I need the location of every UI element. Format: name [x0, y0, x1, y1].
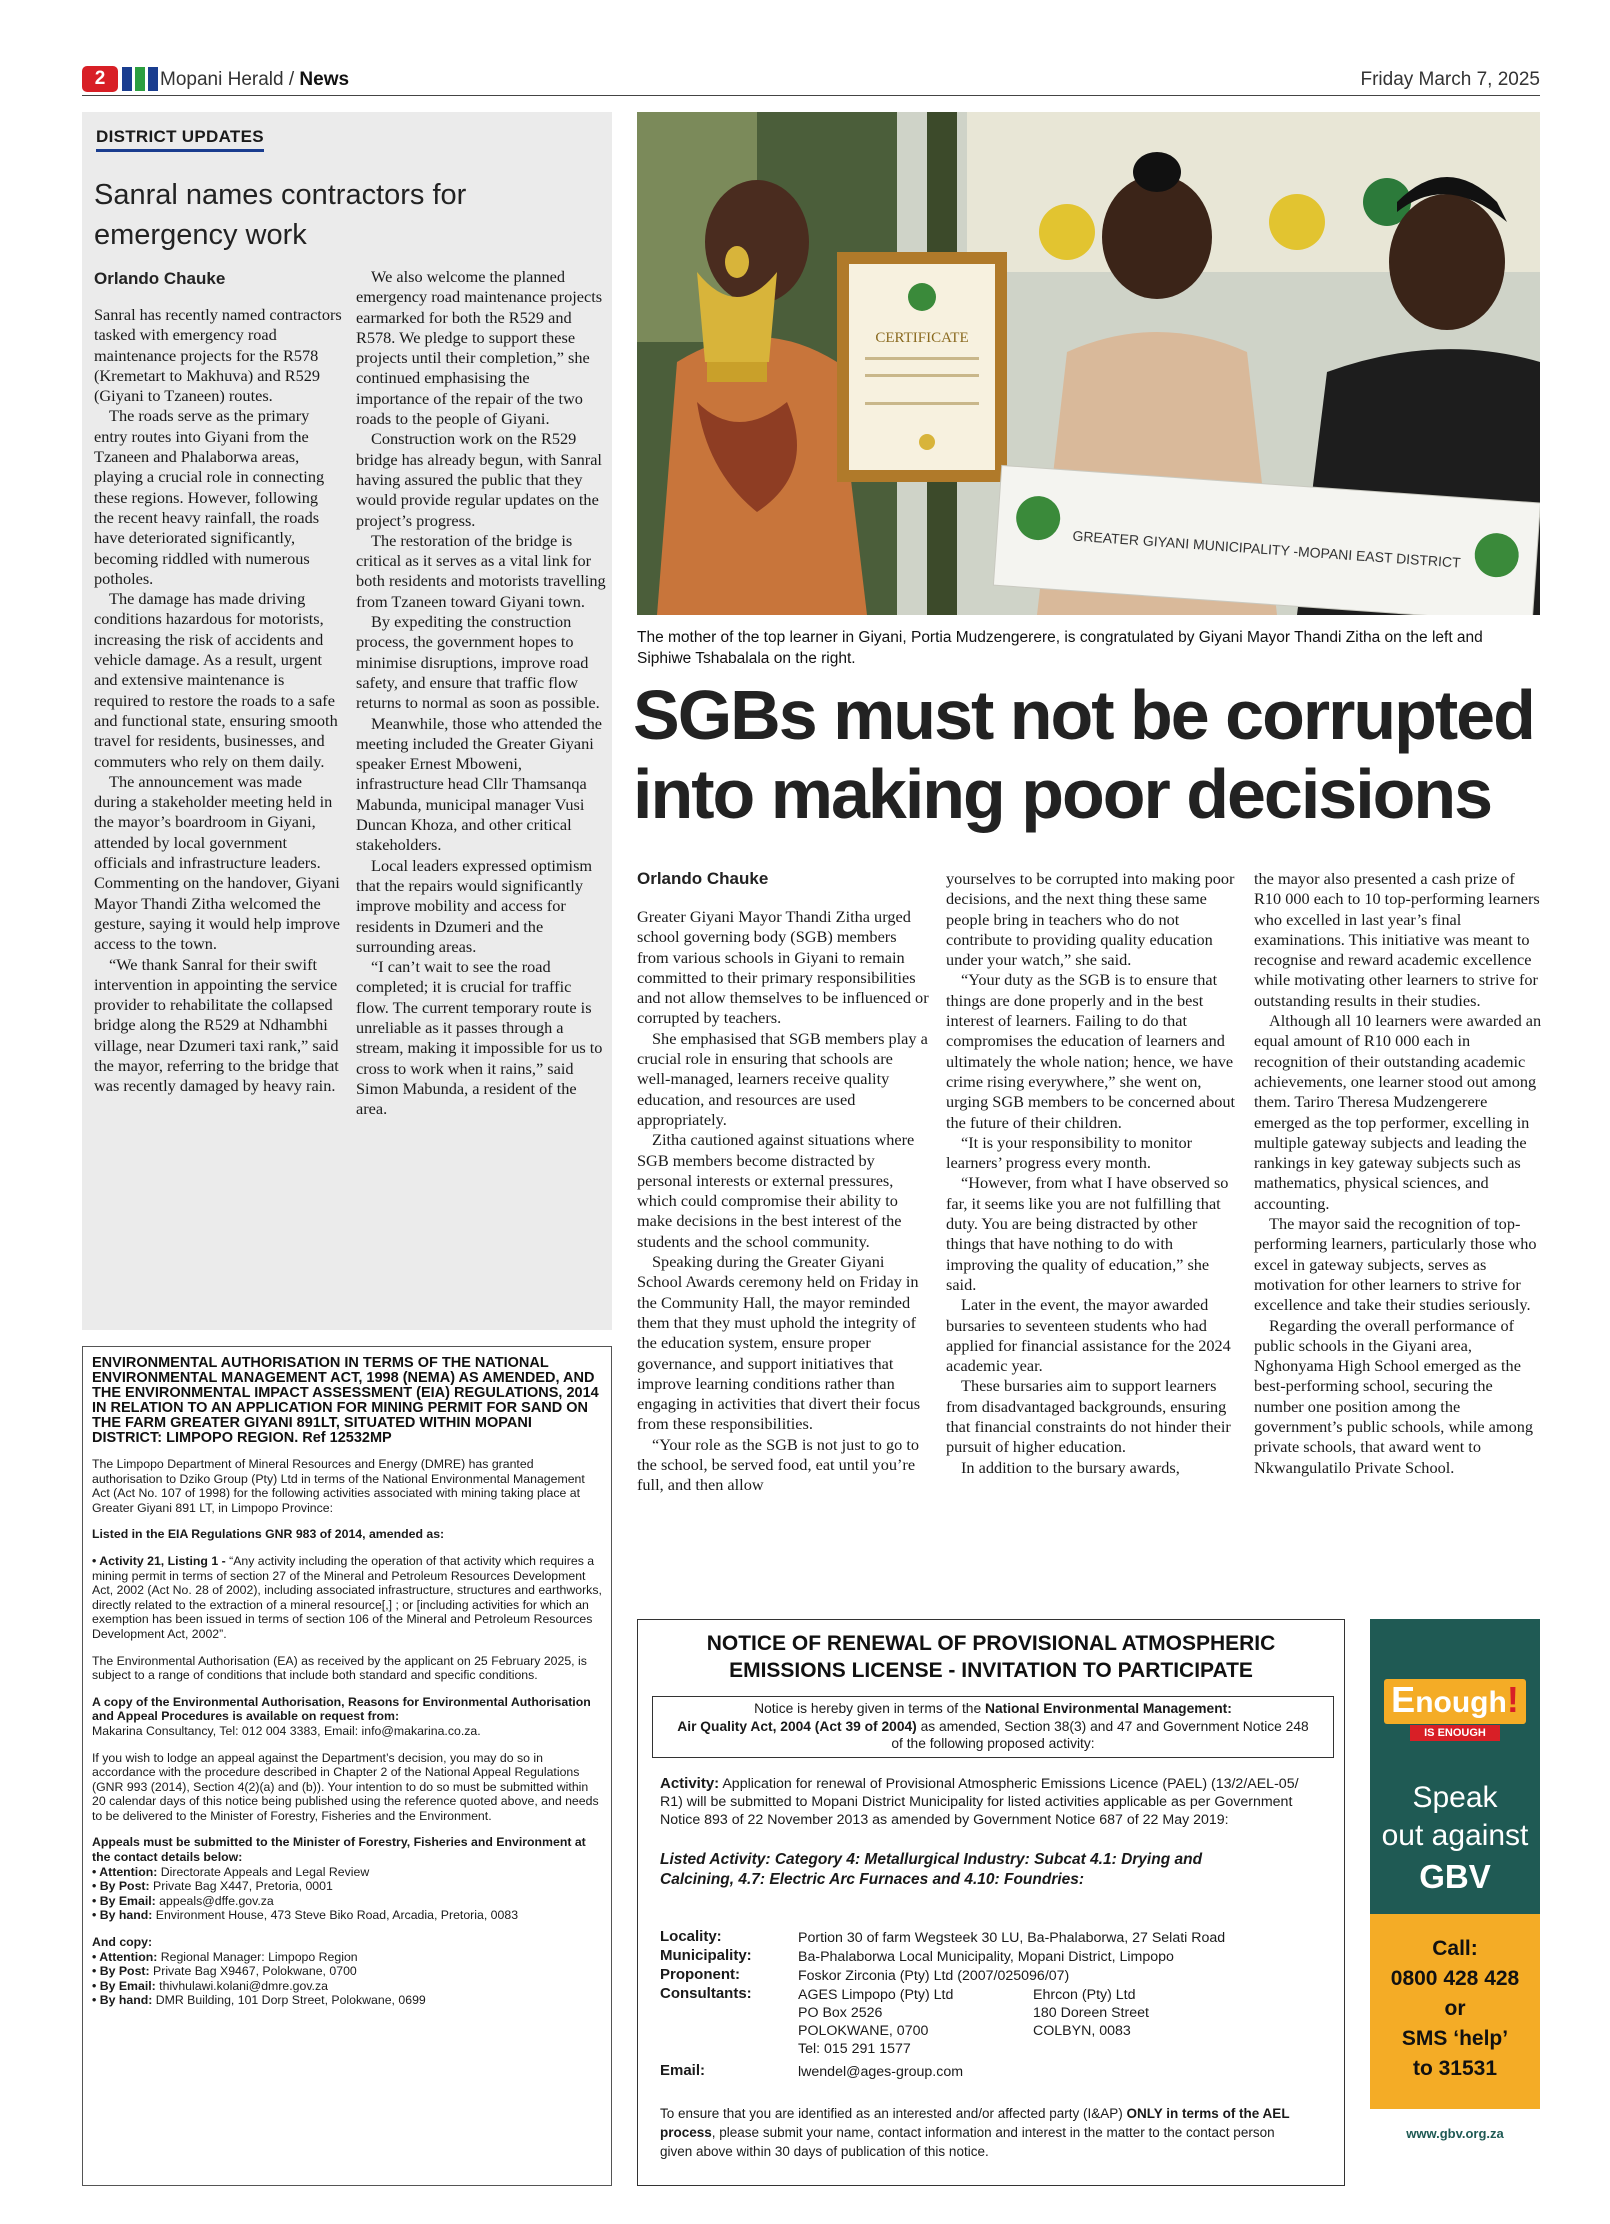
- env-listed-heading: Listed in the EIA Regulations GNR 983 of 2014, amended as:: [92, 1527, 445, 1542]
- main-column-2: [946, 869, 1238, 1478]
- paragraph: We also welcome the planned emergency road maintenance projects earmarked for both the R529 and R578. We pledge to support these projects until their completion,” she continued emphasising the importance of the repair of the two roads to the people of Giyani.: [356, 267, 603, 429]
- main-column-3: [1254, 869, 1542, 1478]
- notice-footer: To ensure that you are identified as an interested and/or affected party (I&AP) ONLY in terms of the AEL process, please submit your name, contact information and interest in the matter to the contact person given above within 30 days of publication of this notice.: [660, 2106, 1290, 2159]
- district-updates-panel: [82, 112, 612, 1330]
- paragraph: “Your role as the SGB is not just to go to the school, be served food, eat until you’re full, and then allow: [637, 1434, 919, 1495]
- paragraph: The roads serve as the primary entry routes into Giyani from the Tzaneen and Phalaborwa areas, playing a crucial role in connecting these regions. However, following the recent heavy rainfall, the roads have deteriorated significantly, becoming riddled with numerous potholes.: [94, 406, 325, 588]
- page-header: [82, 66, 1540, 96]
- paragraph: Local leaders expressed optimism that the repairs would significantly improve mobility and access for residents in Dzumeri and the surrounding areas.: [356, 855, 593, 956]
- list-key: • By Email:: [92, 1978, 156, 1993]
- list-key: • By Email:: [92, 1893, 156, 1908]
- municipality-value: Ba-Phalaborwa Local Municipality, Mopani District, Limpopo: [798, 1949, 1174, 1965]
- list-key: • By hand:: [92, 1993, 153, 2008]
- district-headline: Sanral names contractors for emergency work: [94, 179, 467, 251]
- list-value: Private Bag X447, Pretoria, 0001: [149, 1879, 333, 1894]
- list-key: • By hand:: [92, 1908, 153, 1923]
- list-value: Regional Manager: Limpopo Region: [157, 1949, 358, 1964]
- paragraph: By expediting the construction process, the government hopes to minimise disruptions, improve road safety, and ensure that traffic flow returns to normal as soon as possible.: [356, 612, 600, 713]
- email-label: Email:: [660, 2062, 706, 2079]
- env-activity: • Activity 21, Listing 1 - “Any activity including the operation of that activity which requires a mining permit in terms of section 27 of the Mineral and Petroleum Resources Development Act, 2002 (Act No. 28 of 2002), including associated infrastructure, structures and earthworks, directly related to the extraction of a mineral resource[,] ; or [including activities for which an exemption has been issued in terms of section 106 of the Mineral and Petroleum Resources Development Act, 2002”.: [92, 1553, 602, 1641]
- paragraph: The announcement was made during a stakeholder meeting held in the mayor’s boardroom in Giyani, attended by local government officials and infrastructure leaders. Commenting on the handover, Giyani Mayor Thandi Zitha welcomed the gesture, saying it would help improve access to the town.: [94, 771, 340, 954]
- main-byline: Orlando Chauke: [637, 869, 769, 888]
- line: AGES Limpopo (Pty) Ltd: [798, 1987, 954, 2003]
- district-byline: Orlando Chauke: [94, 269, 226, 288]
- list-value: thivhulawi.kolani@dmre.gov.za: [155, 1978, 328, 1993]
- municipality-label: Municipality:: [660, 1947, 752, 1964]
- list-key: • Attention:: [92, 1949, 158, 1964]
- env-paragraph-3: If you wish to lodge an appeal against the Department’s decision, you may do so in accordance with the procedure described in Chapter 2 of the National Appeal Regulations (GNR 993 (2014), Section 4(2)(a) and (b)). Your intention to do so must be submitted within 20 calendar days of this notice being published using the reference quoted above, and needs to be delivered to the Minister of Forestry, Fisheries and the Environment.: [92, 1750, 599, 1823]
- paragraph: Later in the event, the mayor awarded bursaries to seventeen students who had applied for financial assistance for the 2024 academic year.: [946, 1295, 1231, 1376]
- atmospheric-emissions-notice: [637, 1619, 1345, 2186]
- notice-activity: Activity: Application for renewal of Provisional Atmospheric Emissions Licence (PAEL) (13/2/AEL-05/ R1) will be submitted to Mopani District Municipality for listed activities applicable as per Government Notice 893 of 22 November 2013 as amended by Government Notice 687 of 22 May 2019:: [660, 1775, 1299, 1828]
- paragraph: Speaking during the Greater Giyani School Awards ceremony held on Friday in the Community Hall, the mayor reminded them that they must uphold the integrity of the education system, ensure proper governance, and support initiatives that improve learning conditions rather than engaging in activities that divert their focus from these responsibilities.: [637, 1252, 921, 1434]
- consultants-label: Consultants:: [660, 1985, 752, 2002]
- list-key: • By Post:: [92, 1879, 150, 1894]
- award-photo: [637, 112, 1540, 615]
- paragraph: “We thank Sanral for their swift intervention in appointing the service provider to rehabilitate the collapsed bridge along the R529 at Ndhambhi village, near Dzumeri taxi rank,” said the mayor, referring to the bridge that was recently damaged by heavy rain.: [94, 954, 339, 1096]
- line: PO Box 2526: [798, 2005, 883, 2021]
- photo-caption: The mother of the top learner in Giyani, Portia Mudzengerere, is congratulated by Giyani Mayor Thandi Zitha on the left and Siphiwe Tshabalala on the right.: [637, 629, 1483, 667]
- paragraph: Sanral has recently named contractors tasked with emergency road maintenance projects for the R578 (Kremetart to Makhuva) and R529 (Giyani to Tzaneen) routes.: [94, 305, 342, 406]
- banner-text: GREATER GIYANI MUNICIPALITY -MOPANI EAST DISTRICT: [1072, 527, 1462, 571]
- section-label: DISTRICT UPDATES: [96, 127, 264, 152]
- paragraph: She emphasised that SGB members play a crucial role in ensuring that schools are well-managed, learners receive quality education, and resources are used appropriately.: [637, 1028, 928, 1129]
- list-value: Directorate Appeals and Legal Review: [157, 1864, 370, 1879]
- paragraph: yourselves to be corrupted into making poor decisions, and the next thing these same people bring in teachers who do not contribute to providing quality education under your watch,” she said.: [946, 869, 1235, 970]
- env-title: ENVIRONMENTAL AUTHORISATION IN TERMS OF THE NATIONAL ENVIRONMENTAL MANAGEMENT ACT, 1998 (NEMA) AS AMENDED, AND THE ENVIRONMENTAL IMPACT ASSESSMENT (EIA) REGULATIONS, 2014 IN RELATION TO AN APPLICATION FOR MINING PERMIT FOR SAND ON THE FARM GREATER GIYANI 891LT, SITUATED WITHIN MOPANI DISTRICT: LIMPOPO REGION. Ref 12532MP: [92, 1355, 599, 1446]
- district-column-2: [356, 267, 606, 1119]
- list-value: Private Bag X9467, Polokwane, 0700: [149, 1964, 357, 1979]
- paragraph: The restoration of the bridge is critical as it serves as a vital link for both residents and motorists travelling from Tzaneen toward Giyani town.: [356, 530, 606, 611]
- notice-intro-box: Notice is hereby given in terms of the National Environmental Management: Air Quality Act, 2004 (Act 39 of 2004) as amended, Section 38(3) and 47 and Government Notice 248 of the following proposed activity:: [652, 1696, 1334, 1758]
- email-value: lwendel@ages-group.com: [798, 2064, 964, 2080]
- proponent-value: Foskor Zirconia (Pty) Ltd (2007/025096/07): [798, 1968, 1070, 1984]
- main-column-1: [637, 907, 929, 1496]
- env-paragraph-2: The Environmental Authorisation (EA) as received by the applicant on 25 February 2025, is subject to a range of conditions that include both standard and specific conditions.: [92, 1653, 587, 1683]
- main-headline: SGBs must not be corrupted into making poor decisions: [633, 676, 1534, 833]
- line: POLOKWANE, 0700: [798, 2023, 929, 2039]
- paragraph: “I can’t wait to see the road completed; it is crucial for traffic flow. The current temporary route is unreliable as it passes through a stream, making it impossible for us to cross to work when it rains,” said Simon Mabunda, a resident of the area.: [356, 957, 603, 1119]
- paragraph: “It is your responsibility to monitor learners’ progress every month.: [946, 1132, 1193, 1173]
- line: 180 Doreen Street: [1033, 2005, 1149, 2021]
- page-number: 2: [82, 66, 118, 92]
- header-title: Mopani Herald / News: [160, 69, 350, 90]
- notice-listed-activity: Listed Activity: Category 4: Metallurgical Industry: Subcat 4.1: Drying and Calcining, 4.7: Electric Arc Furnaces and 4.10: Foundries:: [660, 1851, 1203, 1888]
- line: Ehrcon (Pty) Ltd: [1033, 1987, 1136, 2003]
- list-key: • By Post:: [92, 1964, 150, 1979]
- line: COLBYN, 0083: [1033, 2023, 1131, 2039]
- list-value: appeals@dffe.gov.za: [155, 1893, 274, 1908]
- gbv-call-panel: Call: 0800 428 428 or SMS ‘help’ to 31531: [1370, 1914, 1540, 2109]
- env-copy-request: A copy of the Environmental Authorisation, Reasons for Environmental Authorisation and Appeal Procedures is available on request from: Makarina Consultancy, Tel: 012 004 3383, Email: info@makarina.co.za.: [92, 1694, 591, 1738]
- list-key: • Attention:: [92, 1864, 158, 1879]
- env-appeal-block: Appeals must be submitted to the Minister of Forestry, Fisheries and Environment at the contact details below: • Attention: Directorate Appeals and Legal Review • By Post: Private Bag X447, Pretoria, 0001 • By Email: appeals@dffe.gov.za • By hand: Environment House, 473 Steve Biko Road, Arcadia, Pretoria, 0083: [92, 1835, 586, 1923]
- paragraph: Regarding the overall performance of public schools in the Giyani area, Nghonyama High School emerged as the best-performing school, securing the number one position among the government’s public schools, while among private schools, that award went to Nkwangulatilo Private School.: [1254, 1315, 1533, 1477]
- gbv-advert: [1370, 1619, 1540, 2109]
- paragraph: Although all 10 learners were awarded an equal amount of R10 000 each in recognition of their outstanding academic achievements, one learner stood out among them. Tariro Theresa Mudzengerere emerged as the top performer, excelling in multiple gateway subjects and leading the rankings in key gateway subjects such as mathematics, physical sciences, and accounting.: [1254, 1011, 1542, 1213]
- locality-label: Locality:: [660, 1928, 722, 1945]
- paragraph: Greater Giyani Mayor Thandi Zitha urged school governing body (SGB) members from various schools in Giyani to remain committed to their primary responsibilities and not allow themselves to be influenced or corrupted by teachers.: [637, 907, 929, 1028]
- consultant-ages: [798, 1986, 953, 2058]
- certificate-title: CERTIFICATE: [875, 330, 969, 346]
- paragraph: “However, from what I have observed so far, it seems like you are not fulfilling that duty. You are being distracted by other things that have nothing to do with improving the quality of education,” she said.: [946, 1173, 1229, 1294]
- enough-sub: IS ENOUGH: [1410, 1725, 1500, 1741]
- consultant-ehrcon: [1033, 1986, 1149, 2040]
- header-color-bars: [122, 67, 161, 91]
- enough-logo: Enough!: [1384, 1679, 1526, 1724]
- paragraph: “Your duty as the SGB is to ensure that things are done properly and in the best interest of learners. Failing to do that compromises the education of learners and ultimately the whole nation; hence, we have crime rising everywhere,” she went on, urging SGB members to be concerned about the future of their children.: [946, 970, 1236, 1132]
- paragraph: Construction work on the R529 bridge has already begun, with Sanral having assured the public that they would provide regular updates on the project’s progress.: [356, 429, 602, 530]
- gbv-speak: Speak out against GBV: [1381, 1781, 1529, 1895]
- locality-value: Portion 30 of farm Wegsteek 30 LU, Ba-Phalaborwa, 27 Selati Road: [798, 1930, 1226, 1946]
- gbv-url[interactable]: www.gbv.org.za: [1406, 2126, 1504, 2141]
- environmental-authorisation-notice: [82, 1346, 612, 2186]
- paragraph: Zitha cautioned against situations where SGB members become distracted by personal interests or external pressures, which could compromise their ability to make decisions in the best interest of the students and the school community.: [637, 1130, 915, 1251]
- header-date: Friday March 7, 2025: [1360, 69, 1540, 90]
- district-column-1: [94, 305, 342, 1097]
- list-value: Environment House, 473 Steve Biko Road, Arcadia, Pretoria, 0083: [152, 1908, 519, 1923]
- list-value: DMR Building, 101 Dorp Street, Polokwane, 0699: [152, 1993, 426, 2008]
- award-photo-illustration: [637, 112, 1540, 615]
- env-paragraph-1: The Limpopo Department of Mineral Resources and Energy (DMRE) has granted authorisation to Dziko Group (Pty) Ltd in terms of the National Environmental Management Act (Act No. 107 of 1998) for the following activities associated with mining taking place at Greater Giyani 891 LT, in Limpopo Province:: [92, 1457, 585, 1515]
- paragraph: The damage has made driving conditions hazardous for motorists, increasing the risk of accidents and vehicle damage. As a result, urgent and extensive maintenance is required to restore the roads to a safe and functional state, ensuring smooth travel for residents, businesses, and commuters who rely on them daily.: [94, 589, 338, 771]
- paragraph: The mayor said the recognition of top-performing learners, particularly those who excel in gateway subjects, serves as motivation for other learners to strive for excellence and take their studies seriously.: [1254, 1214, 1537, 1315]
- paragraph: the mayor also presented a cash prize of R10 000 each to 10 top-performing learners who excelled in last year’s final examinations. This initiative was meant to recognise and reward academic excellence while motivating other learners to strive for outstanding results in their studies.: [1254, 869, 1540, 1010]
- env-copy-block: And copy: • Attention: Regional Manager: Limpopo Region • By Post: Private Bag X9467, Polokwane, 0700 • By Email: thivhulawi.kolani@dmre.gov.za • By hand: DMR Building, 101 Dorp Street, Polokwane, 0699: [92, 1935, 426, 2008]
- paragraph: Meanwhile, those who attended the meeting included the Greater Giyani speaker Ernest Mboweni, infrastructure head Cllr Thamsanqa Mabunda, municipal manager Vusi Duncan Khoza, and other critical stakeholders.: [356, 713, 603, 855]
- paragraph: These bursaries aim to support learners from disadvantaged backgrounds, ensuring that financial constraints do not hinder their pursuit of higher education.: [946, 1376, 1231, 1457]
- line: Tel: 015 291 1577: [798, 2041, 911, 2057]
- proponent-label: Proponent:: [660, 1966, 740, 1983]
- paragraph: In addition to the bursary awards,: [961, 1457, 1180, 1477]
- notice-title: NOTICE OF RENEWAL OF PROVISIONAL ATMOSPHERIC EMISSIONS LICENSE - INVITATION TO PARTICIPATE: [706, 1632, 1276, 1682]
